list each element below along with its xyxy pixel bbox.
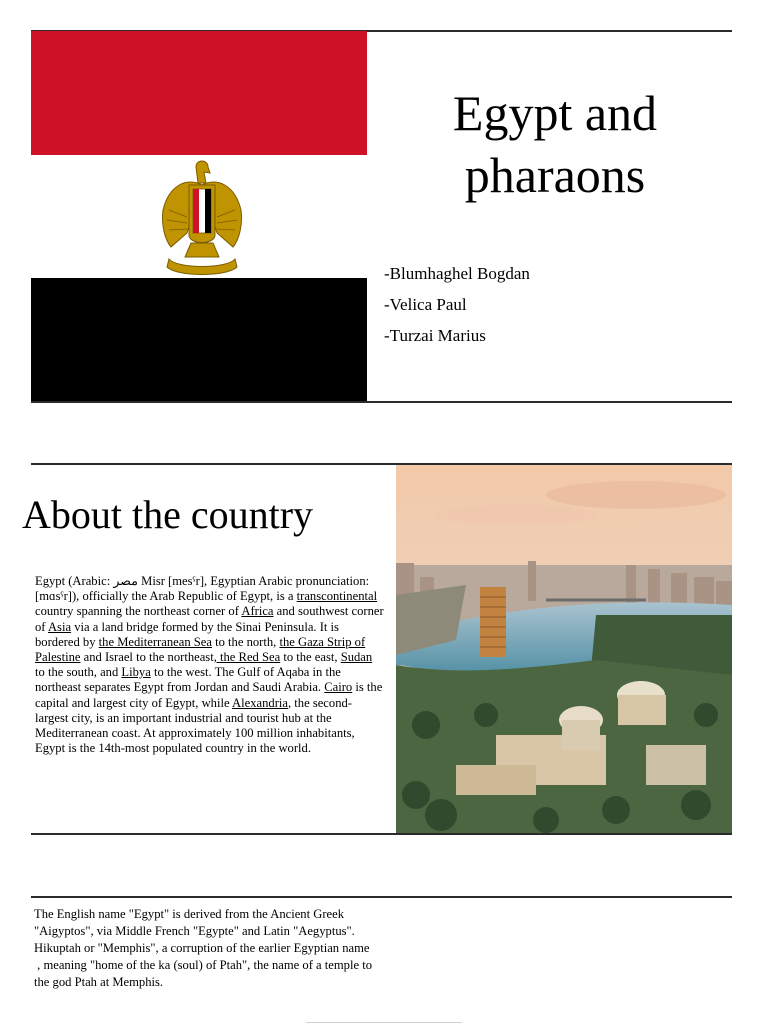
author-name: -Blumhaghel Bogdan (384, 264, 530, 283)
presentation-title: Egypt and pharaons (452, 85, 658, 203)
text-span: country spanning the northeast corner of (35, 604, 242, 619)
image-edge-line (306, 1022, 462, 1023)
link-asia[interactable]: Asia (47, 619, 72, 634)
link-cairo[interactable]: Cairo (324, 680, 353, 695)
section-title: About the country (22, 492, 314, 537)
name-origin-text (34, 906, 374, 991)
slide2-bottom-rule (31, 833, 732, 835)
link-sudan[interactable]: Sudan (340, 650, 373, 665)
author-list (384, 258, 530, 351)
cairo-nile-aerial-photo (396, 465, 732, 833)
text-line: Hikuptah or "Memphis", a corruption of the earlier Egyptian name (34, 941, 370, 955)
eagle-of-saladin-icon (157, 155, 247, 278)
text-line: , meaning "home of the ka (soul) of Ptah", the name of a temple to the god Ptah at Memphis. (34, 958, 376, 989)
country-description (35, 574, 385, 756)
author-name: -Turzai Marius (384, 326, 486, 345)
flag-black-stripe (31, 278, 367, 401)
link-libya[interactable]: Libya (121, 665, 151, 680)
text-span: and southwest corner of (35, 604, 384, 634)
link-africa[interactable]: Africa (241, 604, 274, 619)
text-line: The English name "Egypt" is derived from the Ancient Greek "Aigyptos", via Middle French "Egypte" and Latin "Aegyptus". (34, 907, 355, 938)
egypt-flag (31, 31, 367, 401)
text-span: to the north, (211, 634, 280, 649)
link-alexandria[interactable]: Alexandria (232, 695, 288, 710)
flag-red-stripe (31, 31, 367, 155)
author-name: -Velica Paul (384, 295, 467, 314)
text-span: is the capital and largest city of Egypt, while (35, 680, 383, 710)
text-span: , the second-largest city, is an important industrial and tourist hub at the Mediterranean coast. At approximately 100 million inhabitants, Egypt is the 14th-most populated country in the world. (35, 695, 355, 756)
slide1-bottom-rule (31, 401, 732, 403)
slide3-top-rule (31, 896, 732, 898)
text-span: and Israel to the northeast (80, 650, 214, 665)
text-span: Egypt (Arabic: مصر Misr [mesˤr], Egyptian Arabic pronunciation: [mɑsˤr]), officially the Arab Republic of Egypt, is a (35, 574, 370, 604)
link-gaza-strip[interactable]: the Gaza Strip of Palestine (35, 634, 366, 665)
link-transcontinental[interactable]: transcontinental (296, 589, 378, 604)
text-span: to the west. The Gulf of Aqaba in the northeast separates Egypt from Jordan and Saudi Arabia. (35, 665, 341, 695)
text-span: via a land bridge formed by the Sinai Peninsula. It is bordered by (35, 619, 339, 649)
text-span: to the east, (280, 650, 341, 665)
link-red-sea[interactable]: , the Red Sea (213, 650, 281, 665)
link-mediterranean-sea[interactable]: the Mediterranean Sea (98, 634, 212, 649)
text-span: to the south, and (35, 665, 122, 680)
cairo-photo-illustration (396, 465, 732, 833)
